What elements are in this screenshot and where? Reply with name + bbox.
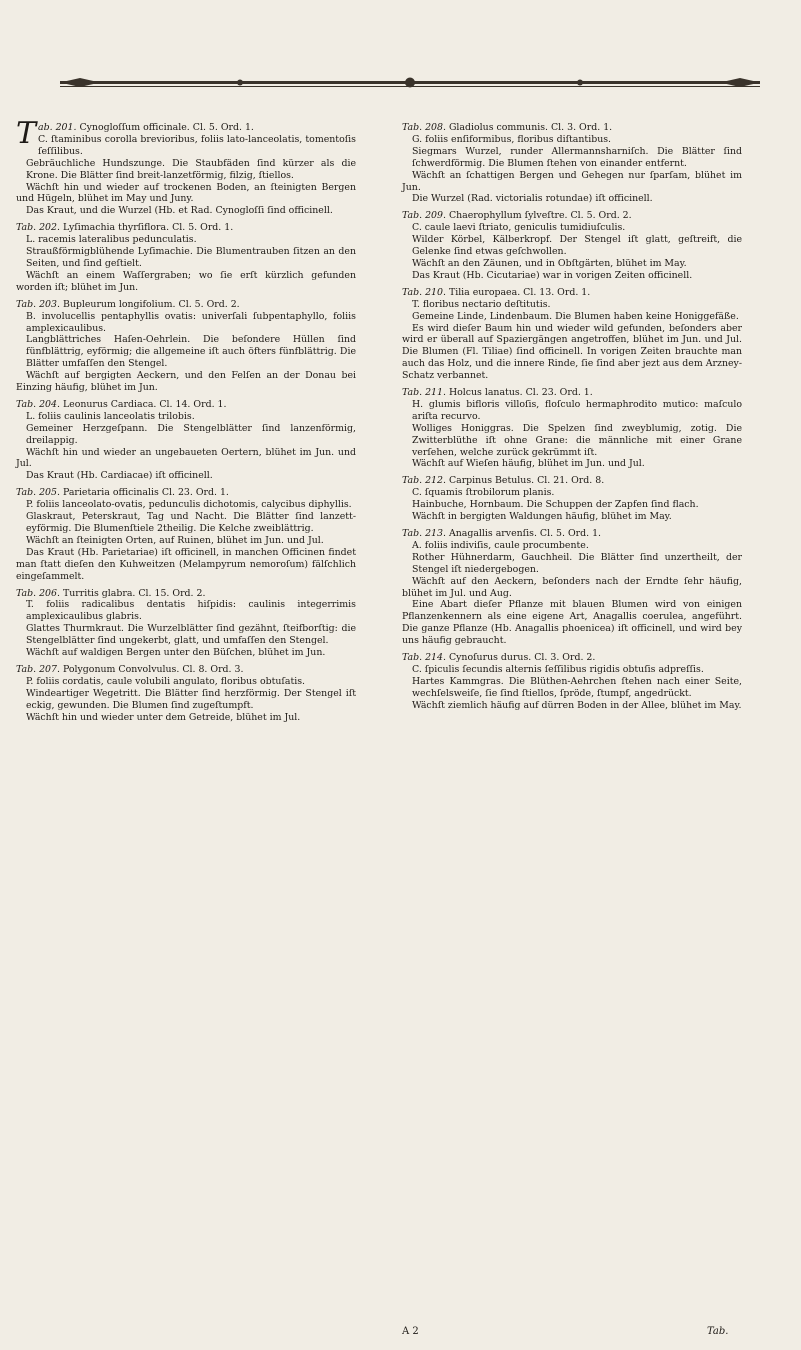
plant-entry — [16, 299, 356, 394]
latin-diagnosis: L. foliis caulinis lanceolatis trilobis. — [26, 410, 195, 422]
plant-entry — [16, 399, 356, 482]
plate-number: Tab. 203. — [16, 298, 60, 310]
latin-diagnosis: G. foliis enſiformibus, floribus diſtantibus. — [412, 133, 612, 145]
plant-entry — [402, 287, 742, 382]
plate-number: ab. 201. — [38, 122, 77, 133]
habitat-note: Wächſt auf den Aeckern, beſonders nach der Erndte ſehr häufig, blühet im Jul. und Aug. — [402, 575, 742, 599]
german-description: Gebräuchliche Hundszunge. Die Staubfäden ſind kürzer als die Krone. Die Blätter ſind breit-lanzetförmig, filzig, ſtiellos. — [26, 157, 356, 181]
german-description: Langblättriches Haſen-Oehrlein. Die beſondere Hüllen ſind fünfblättrig, eyförmig; die allgemeine iſt auch öfters fünfblättrig. Die Blätter umfaſſen den Stengel. — [26, 334, 356, 370]
species-title: Gladiolus communis. Cl. 3. Ord. 1. — [448, 122, 613, 133]
german-description: Gemeiner Herzgeſpann. Die Stengelblätter ſind lanzenförmig, dreilappig. — [26, 422, 356, 446]
plate-number: Tab. 212. — [402, 475, 446, 487]
habitat-note: Wächſt an einem Waſſergraben; wo ſie erſt kürzlich gefunden worden iſt; blühet im Jun. — [16, 269, 356, 293]
latin-diagnosis: C. caule laevi ſtriato, geniculis tumidiuſculis. — [412, 222, 626, 234]
entry-heading — [402, 210, 742, 222]
plant-entry — [16, 588, 356, 659]
plate-number: Tab. 214. — [402, 652, 446, 664]
latin-diagnosis: P. foliis cordatis, caule volubili angulato, floribus obtuſatis. — [26, 675, 306, 687]
plant-entry — [402, 387, 742, 470]
plant-entry — [16, 116, 356, 217]
latin-diagnosis: B. involucellis pentaphyllis ovatis: univerſali ſubpentaphyllo, foliis amplexicaulibus. — [26, 310, 356, 334]
german-description: Siegmars Wurzel, runder Allermannsharniſch. Die Blätter ſind ſchwerdförmig. Die Blumen ſtehen von einander entfernt. — [412, 145, 742, 169]
plate-number: Tab. 206. — [16, 587, 60, 599]
latin-diagnosis: C. ſtaminibus corolla brevioribus, foliis lato-lanceolatis, tomentoſis ſeſſilibus. — [38, 133, 356, 157]
catchword: Tab. — [707, 1326, 729, 1337]
species-title: Bupleurum longifolium. Cl. 5. Ord. 2. — [62, 298, 240, 310]
species-title: Chaerophyllum ſylveſtre. Cl. 5. Ord. 2. — [448, 210, 632, 222]
entry-heading — [16, 588, 356, 600]
species-title: Cynogloſſum officinale. Cl. 5. Ord. 1. — [79, 122, 254, 133]
species-title: Polygonum Convolvulus. Cl. 8. Ord. 3. — [62, 663, 244, 675]
plate-number: Tab. 208. — [402, 122, 446, 133]
german-description: Glattes Thurmkraut. Die Wurzelblätter ſind gezähnt, ſteifborſtig: die Stengelblätter ſind ungekerbt, glatt, und umfaſſen den Stengel. — [26, 623, 356, 647]
species-title: Parietaria officinalis Cl. 23. Ord. 1. — [62, 487, 229, 499]
german-description: Wilder Körbel, Kälberkropf. Der Stengel iſt glatt, geſtreift, die Gelenke ſind etwas geſchwollen. — [412, 234, 742, 258]
german-description: Glaskraut, Peterskraut, Tag und Nacht. Die Blätter ſind lanzett-eyförmig. Die Blumenſtiele 2theilig. Die Kelche zweiblättrig. — [26, 511, 356, 534]
latin-diagnosis: P. foliis lanceolato-ovatis, pedunculis dichotomis, calycibus diphyllis. — [26, 499, 352, 511]
plate-number: Tab. 207. — [16, 663, 60, 675]
entry-heading — [402, 287, 742, 299]
habitat-note: Wächſt hin und wieder unter dem Getreide, blühet im Jul. — [26, 711, 301, 723]
entry-heading — [16, 222, 356, 234]
species-title: Holcus lanatus. Cl. 23. Ord. 1. — [448, 387, 593, 399]
habitat-note: Wächſt auf waldigen Bergen unter den Büſchen, blühet im Jun. — [26, 647, 326, 659]
habitat-note: Das Kraut (Hb. Cardiacae) iſt officinell. — [26, 470, 213, 482]
entry-heading — [402, 652, 742, 664]
header-ornament — [60, 76, 760, 90]
habitat-note: Wächſt hin und wieder auf trockenen Boden, an ſteinigten Bergen und Hügeln, blühet im May und Juny. — [16, 181, 356, 205]
habitat-note: Wächſt hin und wieder an ungebaueten Oertern, blühet im Jun. und Jul. — [16, 446, 356, 470]
plant-entry — [16, 664, 356, 724]
habitat-note: Die Wurzel (Rad. victorialis rotundae) iſt officinell. — [412, 193, 653, 205]
plate-number: Tab. 202. — [16, 222, 60, 234]
entry-heading — [16, 487, 356, 499]
plant-entry — [402, 475, 742, 523]
german-description: Gemeine Linde, Lindenbaum. Die Blumen haben keine Honiggefäße. — [412, 310, 739, 322]
plate-number: Tab. 209. — [402, 210, 446, 222]
drop-cap: T — [16, 116, 37, 151]
latin-diagnosis: L. racemis lateralibus pedunculatis. — [26, 234, 197, 246]
habitat-note: Das Kraut, und die Wurzel (Hb. et Rad. Cynogloſſi ſind officinell. — [26, 205, 333, 217]
german-description: Rother Hühnerdarm, Gauchheil. Die Blätter ſind unzertheilt, der Stengel iſt niedergebogen. — [412, 551, 742, 575]
latin-diagnosis: C. ſpiculis ſecundis alternis ſeſſilibus rigidis obtuſis adpreſſis. — [412, 663, 704, 675]
german-description: Straußförmigblühende Lyſimachie. Die Blumentrauben ſitzen an den Seiten, und ſind geſtielt. — [26, 246, 356, 269]
latin-diagnosis: T. foliis radicalibus dentatis hiſpidis: caulinis integerrimis amplexicaulibus glabris. — [26, 599, 356, 623]
plant-entry — [402, 652, 742, 712]
latin-diagnosis: T. floribus nectario deſtitutis. — [412, 298, 551, 310]
german-description: Hainbuche, Hornbaum. Die Schuppen der Zapfen ſind flach. — [412, 499, 699, 511]
latin-diagnosis: C. ſquamis ſtrobilorum planis. — [412, 487, 555, 499]
plant-entry — [16, 487, 356, 582]
species-title: Cynoſurus durus. Cl. 3. Ord. 2. — [448, 652, 596, 664]
habitat-note: Wächſt auf Wieſen häufig, blühet im Jun. und Jul. — [412, 458, 645, 470]
habitat-note: Das Kraut (Hb. Parietariae) iſt officinell, in manchen Officinen findet man ſtatt dieſen den Kuhweitzen (Melampyrum nemoroſum) fälſchlich eingeſammelt. — [16, 546, 356, 582]
plate-number: Tab. 210. — [402, 286, 446, 298]
entry-heading — [16, 299, 356, 311]
habitat-note: Das Kraut (Hb. Cicutariae) war in vorigen Zeiten officinell. — [412, 269, 693, 281]
habitat-note: Wächſt an ſteinigten Orten, auf Ruinen, blühet im Jun. und Jul. — [26, 534, 324, 546]
plate-number: Tab. 205. — [16, 487, 60, 499]
plant-entry — [402, 528, 742, 647]
right-column — [402, 122, 742, 717]
species-title: Anagallis arvenſis. Cl. 5. Ord. 1. — [448, 528, 602, 539]
plate-number: Tab. 204. — [16, 398, 60, 410]
entry-heading — [402, 528, 742, 540]
habitat-note: Es wird dieſer Baum hin und wieder wild gefunden, beſonders aber wird er überall auf Spaziergängen angetroffen, blühet im Jun. und Jul. Die Blumen (Fl. Tiliae) ſind officinell. In vorigen Zeiten brauchte man auch das Holz, und die innere Rinde, ſie ſind aber jezt aus dem Arzney-Schatz verbannet. — [402, 322, 742, 382]
german-description: Wolliges Honiggras. Die Spelzen ſind zweyblumig, zotig. Die Zwitterblüthe iſt ohne Grane: die männliche mit einer Grane verſehen, welche zurück gekrümmt iſt. — [412, 422, 742, 458]
habitat-note: Wächſt auf bergigten Aeckern, und den Felſen an der Donau bei Einzing häufig, blühet im Jun. — [16, 370, 356, 394]
habitat-note: Wächſt in bergigten Waldungen häufig, blühet im May. — [412, 511, 672, 523]
species-title: Carpinus Betulus. Cl. 21. Ord. 8. — [448, 475, 605, 487]
entry-heading — [402, 475, 742, 487]
habitat-note: Wächſt an ſchattigen Bergen und Gehegen nur ſparſam, blühet im Jun. — [402, 169, 742, 193]
plant-entry — [402, 210, 742, 281]
entry-heading — [402, 387, 742, 399]
plate-number: Tab. 213. — [402, 528, 446, 539]
entry-heading — [16, 664, 356, 676]
german-description: Windeartiger Wegetritt. Die Blätter ſind herzförmig. Der Stengel iſt eckig, gewunden. Die Blumen ſind zugeſtumpft. — [26, 687, 356, 711]
signature-mark: A 2 — [402, 1326, 419, 1337]
plant-entry — [16, 222, 356, 293]
plate-number: Tab. 211. — [402, 387, 446, 399]
left-column — [16, 116, 356, 729]
species-title: Lyſimachia thyrſiflora. Cl. 5. Ord. 1. — [62, 222, 234, 234]
species-title: Leonurus Cardiaca. Cl. 14. Ord. 1. — [62, 398, 227, 410]
habitat-note: Wächſt an den Zäunen, und in Obſtgärten, blühet im May. — [412, 257, 687, 269]
habitat-note: Eine Abart dieſer Pflanze mit blauen Blumen wird von einigen Pflanzenkennern als eine eigene Art, Anagallis coerulea, angeführt. Die ganze Pflanze (Hb. Anagallis phoenicea) iſt officinell, und wird bey uns häufig gebraucht. — [402, 599, 742, 647]
species-title: Turritis glabra. Cl. 15. Ord. 2. — [62, 587, 206, 599]
plant-entry — [402, 122, 742, 205]
latin-diagnosis: A. foliis indiviſis, caule procumbente. — [412, 539, 589, 551]
entry-heading — [402, 122, 742, 134]
habitat-note: Wächſt ziemlich häufig auf dürren Boden in der Allee, blühet im May. — [412, 699, 742, 711]
species-title: Tilia europaea. Cl. 13. Ord. 1. — [448, 286, 591, 298]
german-description: Hartes Kammgras. Die Blüthen-Aehrchen ſtehen nach einer Seite, wechſelsweiſe, ſie ſind ſtiellos, ſpröde, ſtumpf, angedrückt. — [412, 675, 742, 699]
latin-diagnosis: H. glumis bifloris villoſis, floſculo hermaphrodito mutico: maſculo ariſta recurvo. — [412, 398, 742, 422]
entry-heading — [16, 399, 356, 411]
